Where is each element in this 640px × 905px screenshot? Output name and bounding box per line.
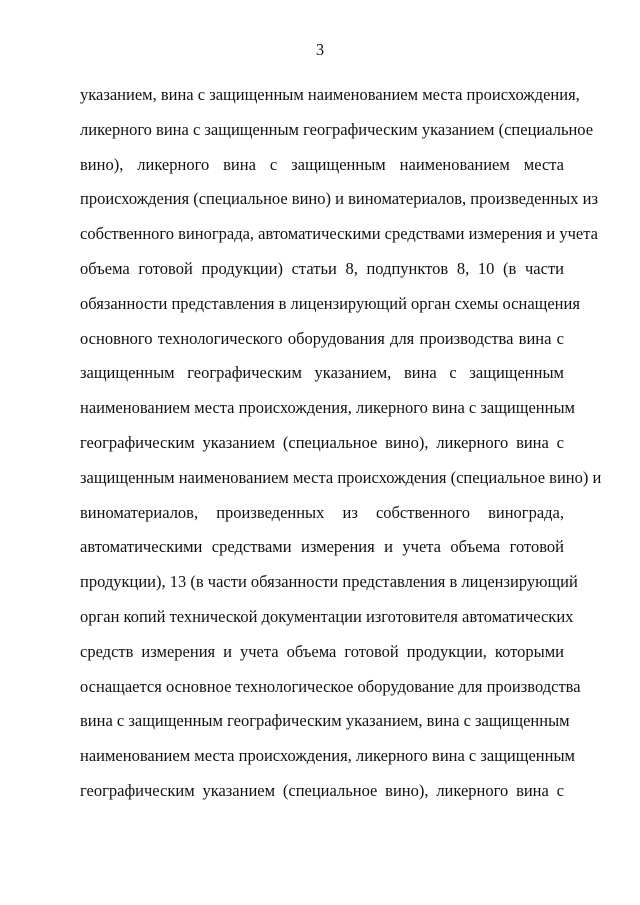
text-line: орган копий технической документации изготовителя автоматических (80, 606, 574, 626)
text-line: географическим указанием (специальное вино), ликерного вина с (80, 432, 564, 452)
body-paragraph (80, 78, 602, 809)
text-line: наименованием места происхождения, ликерного вина с защищенным (80, 398, 575, 418)
text-line: вина с защищенным географическим указанием, вина с защищенным (80, 711, 570, 731)
text-line: обязанности представления в лицензирующий орган схемы оснащения (80, 293, 580, 313)
text-line: собственного винограда, автоматическими средствами измерения и учета (80, 224, 598, 244)
text-line: указанием, вина с защищенным наименованием места происхождения, (80, 85, 580, 104)
text-line: ликерного вина с защищенным географическим указанием (специальное (80, 119, 594, 139)
text-line: оснащается основное технологическое оборудование для производства (80, 676, 581, 696)
text-line: автоматическими средствами измерения и учета объема готовой (80, 537, 564, 557)
text-line: продукции), 13 (в части обязанности представления в лицензирующий (80, 572, 578, 592)
text-line: виноматериалов, произведенных из собственного винограда, (80, 502, 564, 522)
text-line: вино), ликерного вина с защищенным наименованием места (80, 154, 564, 174)
text-line: защищенным географическим указанием, вина с защищенным (80, 363, 564, 383)
text-line: основного технологического оборудования для производства вина с (80, 328, 564, 348)
text-line: географическим указанием (специальное вино), ликерного вина с (80, 780, 564, 800)
text-line: происхождения (специальное вино) и виноматериалов, произведенных из (80, 189, 598, 209)
text-line: наименованием места происхождения, ликерного вина с защищенным (80, 746, 575, 766)
page-number: 3 (315, 40, 325, 59)
text-line: средств измерения и учета объема готовой продукции, которыми (80, 641, 564, 661)
text-line: объема готовой продукции) статьи 8, подпунктов 8, 10 (в части (80, 258, 564, 278)
text-line: защищенным наименованием места происхождения (специальное вино) и (80, 467, 602, 487)
